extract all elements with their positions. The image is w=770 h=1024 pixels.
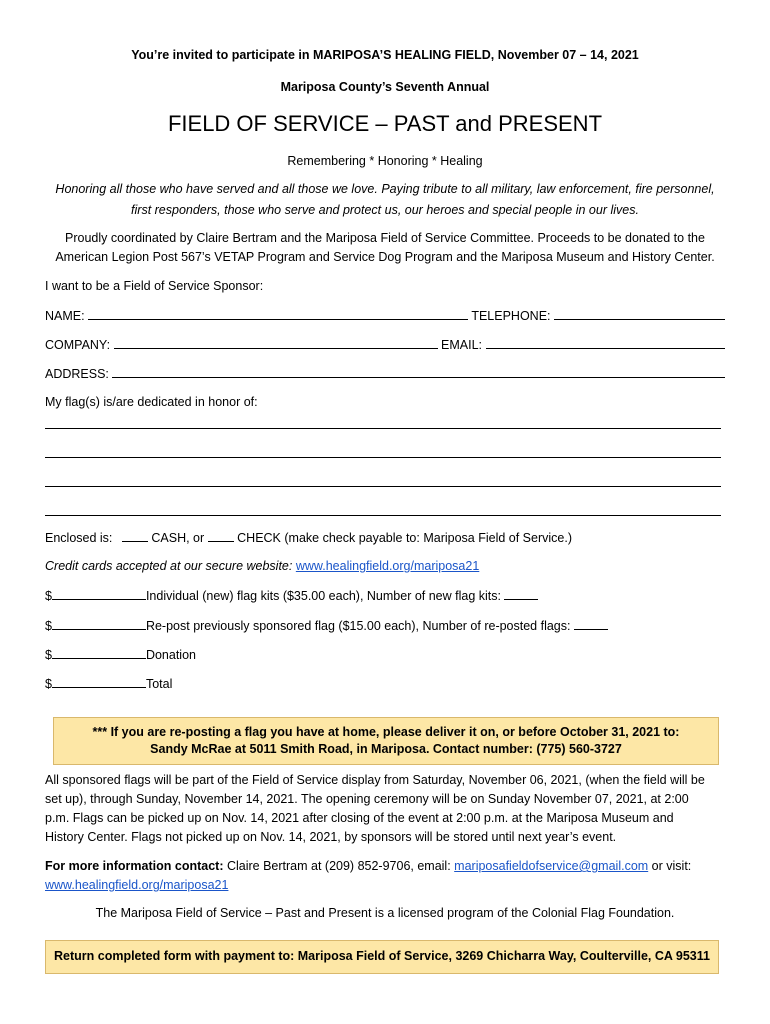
- cash-label: CASH, or: [151, 531, 205, 545]
- company-field[interactable]: [114, 337, 438, 349]
- dollar-sign: $: [45, 589, 52, 603]
- dollar-sign: $: [45, 648, 52, 662]
- contact-row: [45, 859, 725, 873]
- enclosed-label: Enclosed is:: [45, 531, 113, 545]
- repost-count-field[interactable]: [574, 618, 608, 630]
- email-field[interactable]: [486, 337, 725, 349]
- repost-label: Re-post previously sponsored flag ($15.00 each), Number of re-posted flags:: [145, 619, 571, 633]
- email-label: EMAIL:: [441, 338, 483, 352]
- dedication-label: My flag(s) is/are dedicated in honor of:: [45, 395, 258, 409]
- sponsor-prompt: I want to be a Field of Service Sponsor:: [45, 279, 264, 293]
- total-row: [45, 676, 725, 691]
- individual-amount-field[interactable]: [52, 588, 146, 600]
- individual-row: [45, 588, 725, 603]
- dedication-line-3[interactable]: [45, 486, 721, 487]
- donation-amount-field[interactable]: [52, 647, 146, 659]
- contact-website-link[interactable]: www.healingfield.org/mariposa21: [45, 878, 229, 892]
- credit-link[interactable]: www.healingfield.org/mariposa21: [295, 559, 480, 573]
- contact-label: For more information contact:: [45, 859, 224, 873]
- intro-coord-line1: Proudly coordinated by Claire Bertram and the Mariposa Field of Service Committee. Proceeds to be donated to the: [65, 231, 705, 245]
- company-label: COMPANY:: [45, 338, 111, 352]
- individual-label: Individual (new) flag kits ($35.00 each), Number of new flag kits:: [145, 589, 501, 603]
- contact-text: Claire Bertram at (209) 852-9706, email:: [226, 859, 451, 873]
- repost-amount-field[interactable]: [52, 618, 146, 630]
- details-line4: History Center. Flags not picked up on Nov. 14, 2021, by sponsors will be stored until next year’s event.: [45, 830, 617, 844]
- credit-text: Credit cards accepted at our secure website:: [45, 559, 293, 573]
- details-line3: p.m. Flags can be picked up on Nov. 14, 2021 after closing of the event at 2:00 p.m. at the Mariposa Museum and: [45, 811, 674, 825]
- repost-row: [45, 618, 725, 633]
- enclosed-row: [45, 530, 725, 545]
- return-notice: Return completed form with payment to: Mariposa Field of Service, 3269 Chicharra Way, Coulterville, CA 95311: [45, 940, 719, 974]
- check-field[interactable]: [208, 530, 234, 542]
- page-title: FIELD OF SERVICE – PAST and PRESENT: [167, 111, 603, 136]
- tagline: Remembering * Honoring * Healing: [287, 154, 483, 168]
- address-label: ADDRESS:: [45, 367, 109, 381]
- dollar-sign: $: [45, 677, 52, 691]
- details-line1: All sponsored flags will be part of the Field of Service display from Saturday, November 06, 2021, (when the field will be: [45, 773, 705, 787]
- telephone-field[interactable]: [554, 308, 725, 320]
- dedication-line-1[interactable]: [45, 428, 721, 429]
- intro-italic-line1: Honoring all those who have served and all those we love. Paying tribute to all military, law enforcement, fire personnel,: [55, 182, 715, 196]
- intro-italic-line2: first responders, those who serve and protect us, our heroes and special people in our lives.: [131, 203, 639, 217]
- repost-notice: [53, 717, 719, 765]
- dedication-line-4[interactable]: [45, 515, 721, 516]
- donation-label: Donation: [145, 648, 196, 662]
- address-row: [45, 366, 725, 381]
- name-row: [45, 308, 725, 323]
- repost-notice-line2: Sandy McRae at 5011 Smith Road, in Mariposa. Contact number: (775) 560-3727: [150, 742, 622, 756]
- dollar-sign: $: [45, 619, 52, 633]
- repost-notice-line1: *** If you are re-posting a flag you have at home, please deliver it on, or before October 31, 2021 to:: [92, 725, 680, 739]
- donation-row: [45, 647, 725, 662]
- annual-heading: Mariposa County’s Seventh Annual: [280, 80, 490, 94]
- name-field[interactable]: [88, 308, 468, 320]
- invite-heading: You’re invited to participate in MARIPOSA’S HEALING FIELD, November 07 – 14, 2021: [131, 48, 639, 62]
- contact-email-link[interactable]: mariposafieldofservice@gmail.com: [454, 859, 649, 873]
- name-label: NAME:: [45, 309, 85, 323]
- intro-coord-line2: American Legion Post 567’s VETAP Program and Service Dog Program and the Mariposa Museum and History Center.: [55, 250, 715, 264]
- license-note: The Mariposa Field of Service – Past and Present is a licensed program of the Colonial Flag Foundation.: [95, 906, 675, 920]
- cash-field[interactable]: [122, 530, 148, 542]
- total-amount-field[interactable]: [52, 676, 146, 688]
- credit-row: [45, 559, 725, 573]
- website-row: [45, 878, 725, 892]
- details-line2: set up), through Sunday, November 14, 2021. The opening ceremony will be on Sunday November 07, 2021, at 2:00: [45, 792, 689, 806]
- total-label: Total: [145, 677, 173, 691]
- telephone-label: TELEPHONE:: [471, 309, 551, 323]
- company-row: [45, 337, 725, 352]
- address-field[interactable]: [112, 366, 725, 378]
- dedication-line-2[interactable]: [45, 457, 721, 458]
- check-label: CHECK (make check payable to: Mariposa Field of Service.): [237, 531, 572, 545]
- contact-or-visit: or visit:: [651, 859, 692, 873]
- individual-count-field[interactable]: [504, 588, 538, 600]
